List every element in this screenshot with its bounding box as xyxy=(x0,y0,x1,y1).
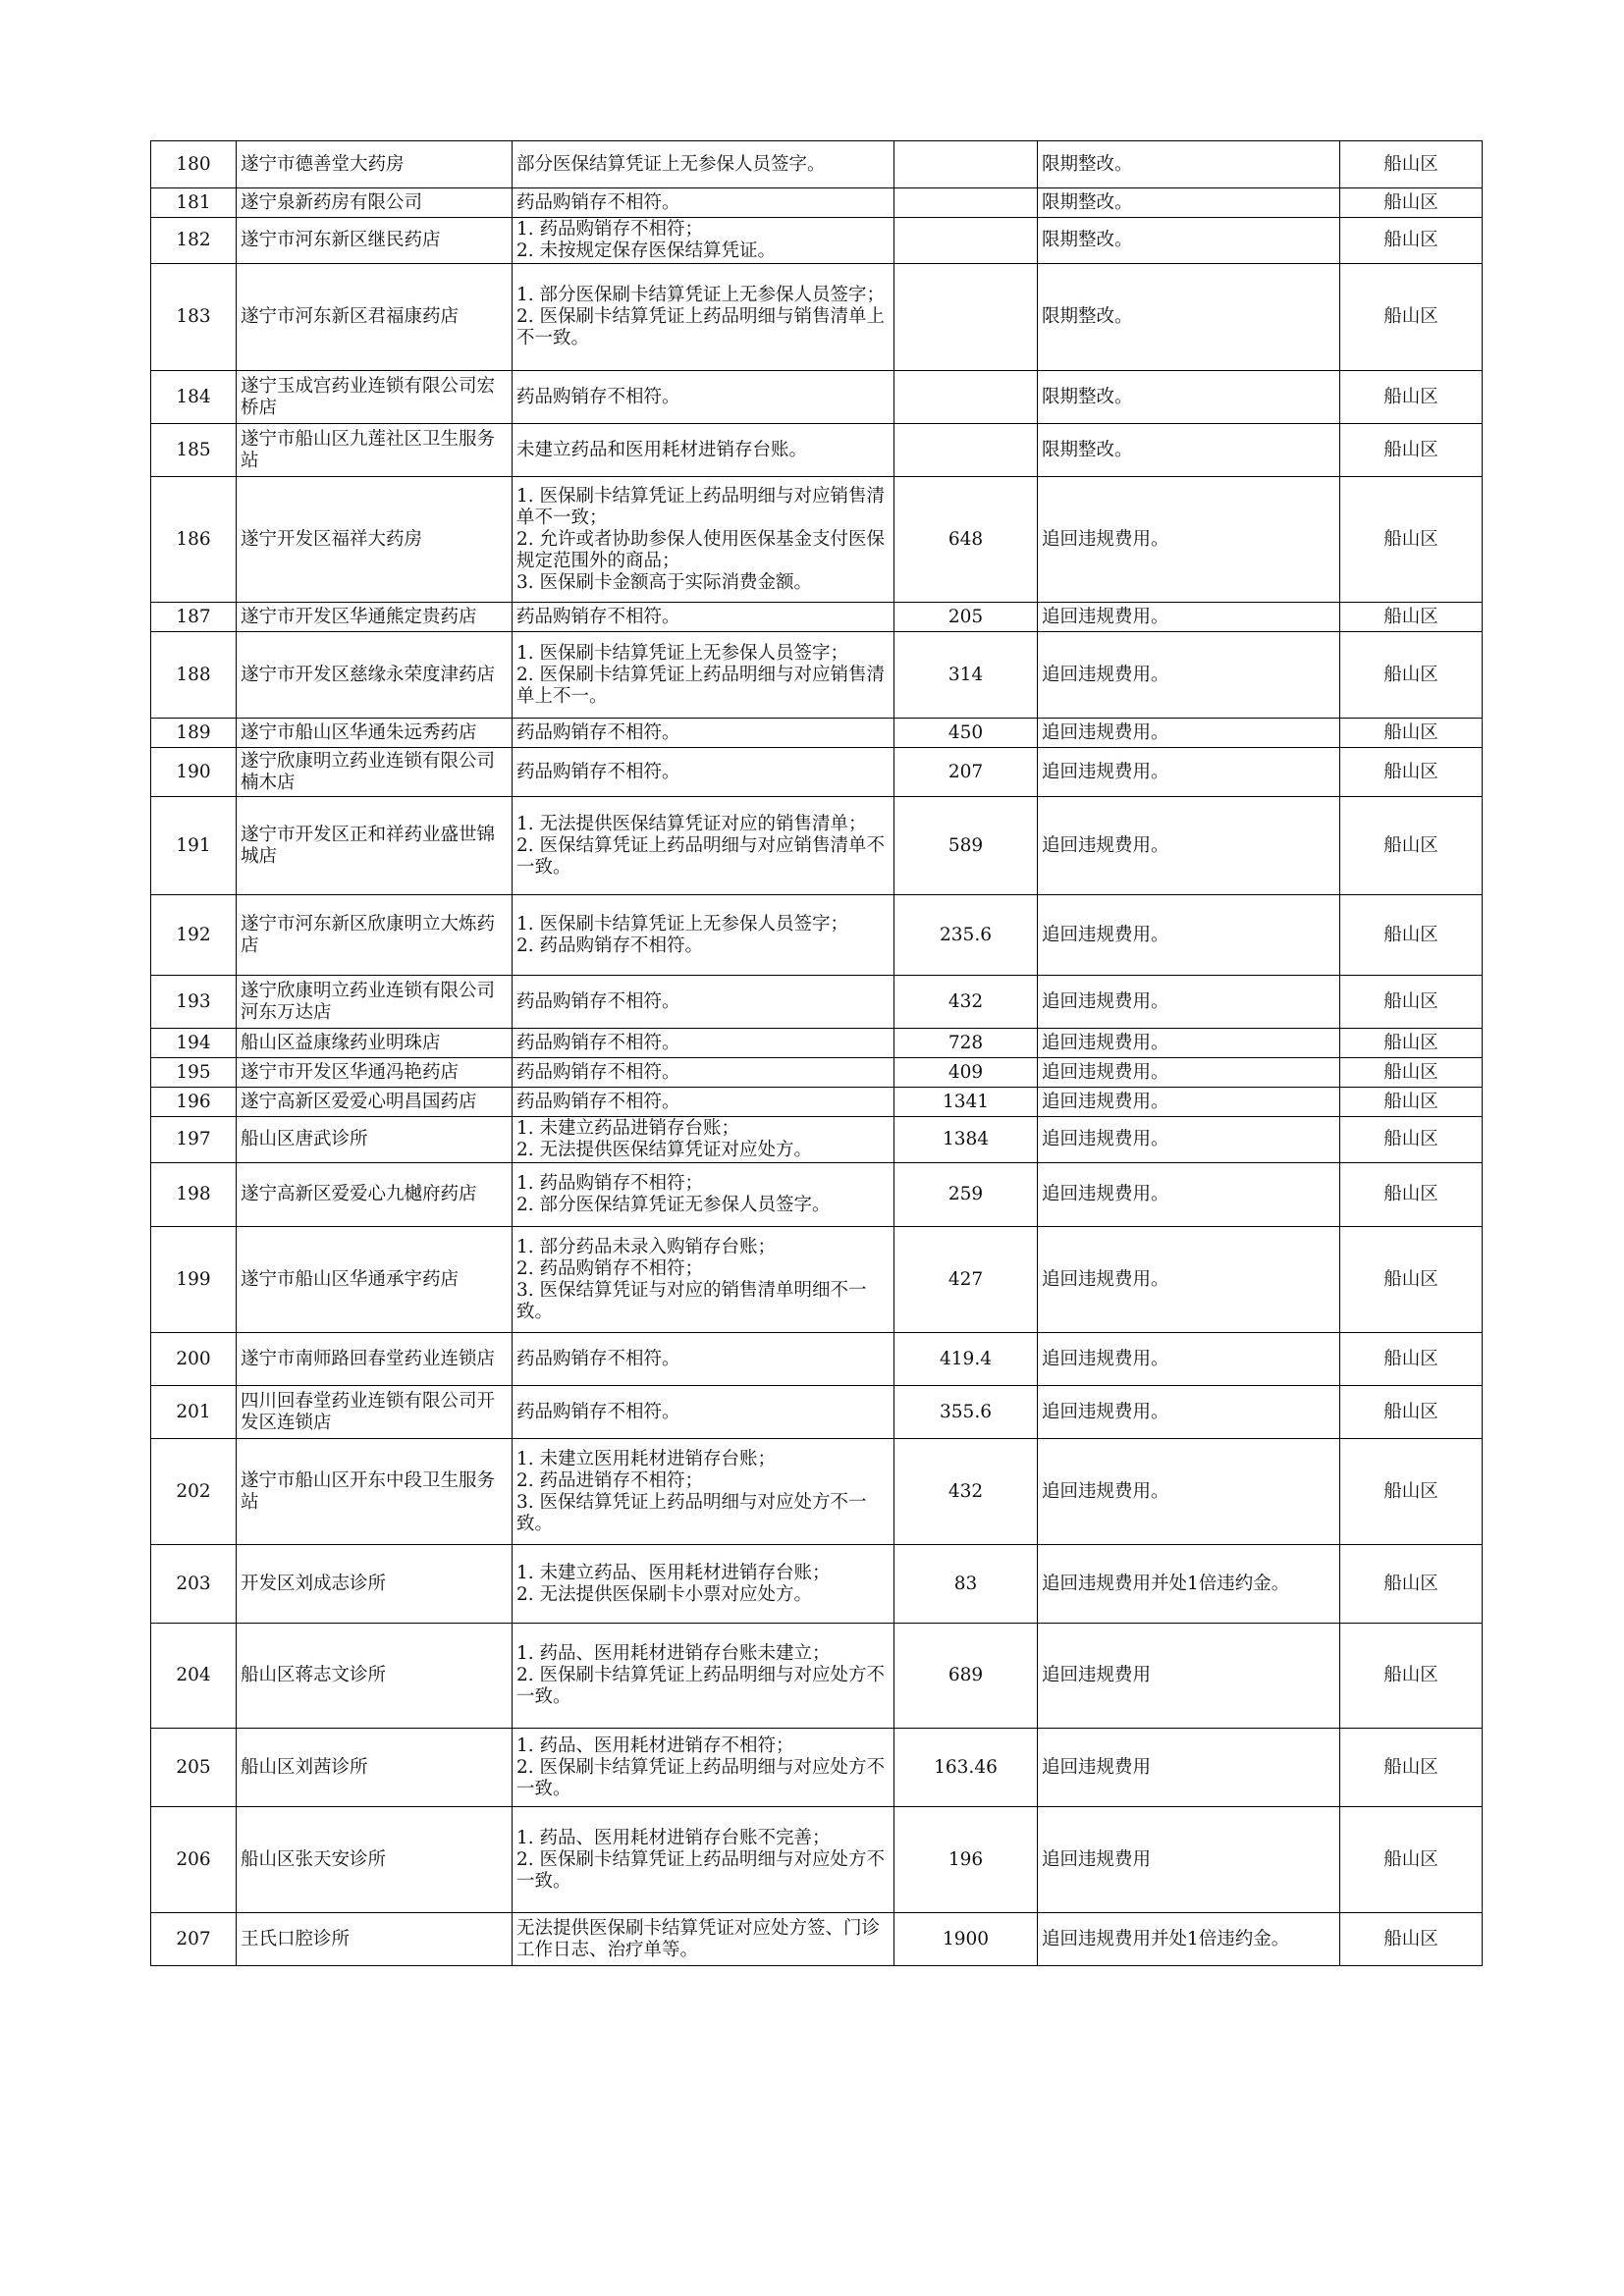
table-row xyxy=(151,1624,1483,1729)
cell-name: 遂宁欣康明立药业连锁有限公司楠木店 xyxy=(237,748,513,797)
cell-action: 追回违规费用 xyxy=(1038,1807,1340,1913)
table-row xyxy=(151,188,1483,218)
cell-action: 限期整改。 xyxy=(1038,371,1340,424)
cell-district: 船山区 xyxy=(1340,1088,1483,1117)
cell-problem: 1. 药品购销存不相符； 2. 部分医保结算凭证无参保人员签字。 xyxy=(513,1163,894,1227)
cell-name: 遂宁市开发区正和祥药业盛世锦城店 xyxy=(237,797,513,895)
cell-action: 追回违规费用。 xyxy=(1038,1386,1340,1439)
table-row xyxy=(151,1333,1483,1386)
cell-name: 王氏口腔诊所 xyxy=(237,1913,513,1966)
cell-amount: 419.4 xyxy=(894,1333,1038,1386)
cell-action: 追回违规费用。 xyxy=(1038,1227,1340,1333)
cell-district: 船山区 xyxy=(1340,603,1483,632)
cell-problem: 药品购销存不相符。 xyxy=(513,188,894,218)
cell-problem: 药品购销存不相符。 xyxy=(513,1058,894,1088)
cell-action: 追回违规费用并处1倍违约金。 xyxy=(1038,1913,1340,1966)
table-row xyxy=(151,1227,1483,1333)
cell-name: 船山区张天安诊所 xyxy=(237,1807,513,1913)
violations-table xyxy=(150,140,1483,1966)
cell-problem: 1. 未建立药品、医用耗材进销存台账； 2. 无法提供医保刷卡小票对应处方。 xyxy=(513,1545,894,1624)
cell-name: 遂宁市河东新区继民药店 xyxy=(237,218,513,264)
cell-name: 遂宁市河东新区君福康药店 xyxy=(237,264,513,371)
cell-name: 船山区唐武诊所 xyxy=(237,1117,513,1163)
cell-no: 195 xyxy=(151,1058,237,1088)
cell-problem: 1. 药品、医用耗材进销存台账未建立； 2. 医保刷卡结算凭证上药品明细与对应处方不一致。 xyxy=(513,1624,894,1729)
cell-action: 追回违规费用 xyxy=(1038,1729,1340,1807)
cell-action: 追回违规费用。 xyxy=(1038,1088,1340,1117)
cell-amount: 1341 xyxy=(894,1088,1038,1117)
cell-no: 199 xyxy=(151,1227,237,1333)
cell-problem: 1. 药品、医用耗材进销存台账不完善； 2. 医保刷卡结算凭证上药品明细与对应处方不一致。 xyxy=(513,1807,894,1913)
cell-amount: 432 xyxy=(894,976,1038,1029)
cell-problem: 药品购销存不相符。 xyxy=(513,1088,894,1117)
table-row xyxy=(151,1439,1483,1545)
cell-name: 船山区刘茜诊所 xyxy=(237,1729,513,1807)
cell-amount: 205 xyxy=(894,603,1038,632)
cell-no: 201 xyxy=(151,1386,237,1439)
cell-district: 船山区 xyxy=(1340,1163,1483,1227)
cell-name: 遂宁市南师路回春堂药业连锁店 xyxy=(237,1333,513,1386)
cell-problem: 药品购销存不相符。 xyxy=(513,603,894,632)
cell-district: 船山区 xyxy=(1340,748,1483,797)
cell-amount: 163.46 xyxy=(894,1729,1038,1807)
cell-name: 遂宁高新区爱爱心九樾府药店 xyxy=(237,1163,513,1227)
cell-no: 186 xyxy=(151,477,237,603)
cell-problem: 药品购销存不相符。 xyxy=(513,371,894,424)
cell-no: 198 xyxy=(151,1163,237,1227)
cell-amount: 648 xyxy=(894,477,1038,603)
cell-no: 182 xyxy=(151,218,237,264)
cell-district: 船山区 xyxy=(1340,1624,1483,1729)
cell-problem: 部分医保结算凭证上无参保人员签字。 xyxy=(513,141,894,188)
cell-district: 船山区 xyxy=(1340,1386,1483,1439)
cell-action: 追回违规费用 xyxy=(1038,1624,1340,1729)
cell-no: 188 xyxy=(151,632,237,719)
cell-action: 追回违规费用。 xyxy=(1038,895,1340,976)
cell-amount: 589 xyxy=(894,797,1038,895)
table-row xyxy=(151,1913,1483,1966)
cell-name: 四川回春堂药业连锁有限公司开发区连锁店 xyxy=(237,1386,513,1439)
cell-amount xyxy=(894,424,1038,477)
cell-no: 183 xyxy=(151,264,237,371)
cell-problem: 1. 部分医保刷卡结算凭证上无参保人员签字； 2. 医保刷卡结算凭证上药品明细与销售清单上不一致。 xyxy=(513,264,894,371)
cell-no: 194 xyxy=(151,1029,237,1058)
cell-district: 船山区 xyxy=(1340,976,1483,1029)
table-row xyxy=(151,748,1483,797)
cell-action: 限期整改。 xyxy=(1038,218,1340,264)
cell-problem: 1. 药品、医用耗材进销存不相符； 2. 医保刷卡结算凭证上药品明细与对应处方不一致。 xyxy=(513,1729,894,1807)
cell-action: 追回违规费用。 xyxy=(1038,632,1340,719)
cell-district: 船山区 xyxy=(1340,1227,1483,1333)
cell-action: 追回违规费用。 xyxy=(1038,1117,1340,1163)
cell-district: 船山区 xyxy=(1340,371,1483,424)
table-row xyxy=(151,218,1483,264)
cell-amount: 259 xyxy=(894,1163,1038,1227)
cell-amount: 728 xyxy=(894,1029,1038,1058)
table-row xyxy=(151,895,1483,976)
table-row xyxy=(151,1729,1483,1807)
cell-problem: 1. 医保刷卡结算凭证上无参保人员签字； 2. 药品购销存不相符。 xyxy=(513,895,894,976)
cell-district: 船山区 xyxy=(1340,1029,1483,1058)
cell-district: 船山区 xyxy=(1340,264,1483,371)
table-row xyxy=(151,141,1483,188)
cell-district: 船山区 xyxy=(1340,1807,1483,1913)
table-row xyxy=(151,797,1483,895)
cell-district: 船山区 xyxy=(1340,1439,1483,1545)
cell-amount: 450 xyxy=(894,719,1038,748)
cell-no: 196 xyxy=(151,1088,237,1117)
cell-name: 遂宁市船山区开东中段卫生服务站 xyxy=(237,1439,513,1545)
table-row xyxy=(151,371,1483,424)
cell-no: 190 xyxy=(151,748,237,797)
cell-action: 追回违规费用。 xyxy=(1038,603,1340,632)
cell-action: 限期整改。 xyxy=(1038,188,1340,218)
cell-problem: 药品购销存不相符。 xyxy=(513,976,894,1029)
cell-no: 205 xyxy=(151,1729,237,1807)
cell-district: 船山区 xyxy=(1340,895,1483,976)
cell-no: 200 xyxy=(151,1333,237,1386)
cell-name: 遂宁市开发区华通冯艳药店 xyxy=(237,1058,513,1088)
cell-amount: 1900 xyxy=(894,1913,1038,1966)
cell-action: 追回违规费用。 xyxy=(1038,1439,1340,1545)
cell-action: 追回违规费用。 xyxy=(1038,1333,1340,1386)
cell-name: 船山区蒋志文诊所 xyxy=(237,1624,513,1729)
cell-action: 限期整改。 xyxy=(1038,264,1340,371)
cell-district: 船山区 xyxy=(1340,1729,1483,1807)
table-row xyxy=(151,632,1483,719)
cell-name: 遂宁开发区福祥大药房 xyxy=(237,477,513,603)
table-row xyxy=(151,976,1483,1029)
cell-amount xyxy=(894,141,1038,188)
cell-amount: 432 xyxy=(894,1439,1038,1545)
cell-amount: 235.6 xyxy=(894,895,1038,976)
cell-action: 追回违规费用并处1倍违约金。 xyxy=(1038,1545,1340,1624)
cell-no: 193 xyxy=(151,976,237,1029)
cell-action: 追回违规费用。 xyxy=(1038,1029,1340,1058)
cell-action: 追回违规费用。 xyxy=(1038,748,1340,797)
cell-amount: 355.6 xyxy=(894,1386,1038,1439)
table-row xyxy=(151,1163,1483,1227)
cell-problem: 药品购销存不相符。 xyxy=(513,719,894,748)
cell-action: 限期整改。 xyxy=(1038,141,1340,188)
cell-no: 180 xyxy=(151,141,237,188)
cell-name: 遂宁玉成宫药业连锁有限公司宏桥店 xyxy=(237,371,513,424)
cell-action: 限期整改。 xyxy=(1038,424,1340,477)
table-row xyxy=(151,1545,1483,1624)
cell-action: 追回违规费用。 xyxy=(1038,1163,1340,1227)
table-row xyxy=(151,1088,1483,1117)
cell-no: 204 xyxy=(151,1624,237,1729)
cell-district: 船山区 xyxy=(1340,719,1483,748)
cell-district: 船山区 xyxy=(1340,188,1483,218)
cell-name: 遂宁市船山区华通朱远秀药店 xyxy=(237,719,513,748)
table-row xyxy=(151,1058,1483,1088)
cell-no: 181 xyxy=(151,188,237,218)
cell-amount xyxy=(894,188,1038,218)
cell-amount: 83 xyxy=(894,1545,1038,1624)
cell-action: 追回违规费用。 xyxy=(1038,976,1340,1029)
cell-name: 遂宁市河东新区欣康明立大炼药店 xyxy=(237,895,513,976)
cell-amount xyxy=(894,218,1038,264)
cell-problem: 1. 部分药品未录入购销存台账； 2. 药品购销存不相符； 3. 医保结算凭证与对应的销售清单明细不一致。 xyxy=(513,1227,894,1333)
table-body xyxy=(151,141,1483,1966)
cell-district: 船山区 xyxy=(1340,424,1483,477)
cell-no: 202 xyxy=(151,1439,237,1545)
cell-no: 184 xyxy=(151,371,237,424)
cell-no: 192 xyxy=(151,895,237,976)
cell-amount: 689 xyxy=(894,1624,1038,1729)
cell-problem: 1. 未建立药品进销存台账； 2. 无法提供医保结算凭证对应处方。 xyxy=(513,1117,894,1163)
table-row xyxy=(151,424,1483,477)
cell-district: 船山区 xyxy=(1340,1913,1483,1966)
cell-district: 船山区 xyxy=(1340,1333,1483,1386)
cell-no: 187 xyxy=(151,603,237,632)
cell-district: 船山区 xyxy=(1340,477,1483,603)
cell-amount: 196 xyxy=(894,1807,1038,1913)
cell-problem: 未建立药品和医用耗材进销存台账。 xyxy=(513,424,894,477)
table-row xyxy=(151,1386,1483,1439)
cell-no: 189 xyxy=(151,719,237,748)
cell-name: 遂宁市船山区华通承宇药店 xyxy=(237,1227,513,1333)
cell-problem: 药品购销存不相符。 xyxy=(513,748,894,797)
cell-district: 船山区 xyxy=(1340,1117,1483,1163)
cell-problem: 无法提供医保刷卡结算凭证对应处方签、门诊工作日志、治疗单等。 xyxy=(513,1913,894,1966)
table-row xyxy=(151,603,1483,632)
table-row xyxy=(151,1807,1483,1913)
cell-name: 遂宁泉新药房有限公司 xyxy=(237,188,513,218)
cell-no: 197 xyxy=(151,1117,237,1163)
cell-problem: 药品购销存不相符。 xyxy=(513,1386,894,1439)
cell-amount xyxy=(894,371,1038,424)
cell-district: 船山区 xyxy=(1340,1058,1483,1088)
cell-no: 203 xyxy=(151,1545,237,1624)
cell-name: 船山区益康缘药业明珠店 xyxy=(237,1029,513,1058)
cell-problem: 药品购销存不相符。 xyxy=(513,1029,894,1058)
cell-no: 207 xyxy=(151,1913,237,1966)
cell-district: 船山区 xyxy=(1340,632,1483,719)
cell-district: 船山区 xyxy=(1340,218,1483,264)
cell-no: 206 xyxy=(151,1807,237,1913)
cell-problem: 1. 无法提供医保结算凭证对应的销售清单； 2. 医保结算凭证上药品明细与对应销售清单不一致。 xyxy=(513,797,894,895)
table-row xyxy=(151,1029,1483,1058)
cell-amount: 207 xyxy=(894,748,1038,797)
cell-problem: 1. 医保刷卡结算凭证上药品明细与对应销售清单不一致； 2. 允许或者协助参保人使用医保基金支付医保规定范围外的商品； 3. 医保刷卡金额高于实际消费金额。 xyxy=(513,477,894,603)
table-row xyxy=(151,719,1483,748)
cell-problem: 药品购销存不相符。 xyxy=(513,1333,894,1386)
cell-name: 遂宁欣康明立药业连锁有限公司河东万达店 xyxy=(237,976,513,1029)
table-row xyxy=(151,264,1483,371)
cell-action: 追回违规费用。 xyxy=(1038,719,1340,748)
cell-name: 遂宁市船山区九莲社区卫生服务站 xyxy=(237,424,513,477)
cell-district: 船山区 xyxy=(1340,141,1483,188)
cell-problem: 1. 医保刷卡结算凭证上无参保人员签字； 2. 医保刷卡结算凭证上药品明细与对应销售清单上不一。 xyxy=(513,632,894,719)
cell-action: 追回违规费用。 xyxy=(1038,477,1340,603)
cell-name: 遂宁市开发区华通熊定贵药店 xyxy=(237,603,513,632)
cell-name: 遂宁高新区爱爱心明昌国药店 xyxy=(237,1088,513,1117)
cell-action: 追回违规费用。 xyxy=(1038,1058,1340,1088)
cell-district: 船山区 xyxy=(1340,1545,1483,1624)
cell-no: 185 xyxy=(151,424,237,477)
cell-amount xyxy=(894,264,1038,371)
cell-amount: 1384 xyxy=(894,1117,1038,1163)
cell-amount: 427 xyxy=(894,1227,1038,1333)
cell-district: 船山区 xyxy=(1340,797,1483,895)
table-row xyxy=(151,1117,1483,1163)
cell-action: 追回违规费用。 xyxy=(1038,797,1340,895)
cell-problem: 1. 药品购销存不相符； 2. 未按规定保存医保结算凭证。 xyxy=(513,218,894,264)
cell-problem: 1. 未建立医用耗材进销存台账； 2. 药品进销存不相符； 3. 医保结算凭证上药品明细与对应处方不一致。 xyxy=(513,1439,894,1545)
cell-amount: 314 xyxy=(894,632,1038,719)
cell-name: 遂宁市德善堂大药房 xyxy=(237,141,513,188)
cell-no: 191 xyxy=(151,797,237,895)
cell-name: 开发区刘成志诊所 xyxy=(237,1545,513,1624)
cell-amount: 409 xyxy=(894,1058,1038,1088)
cell-name: 遂宁市开发区慈缘永荣度津药店 xyxy=(237,632,513,719)
table-row xyxy=(151,477,1483,603)
